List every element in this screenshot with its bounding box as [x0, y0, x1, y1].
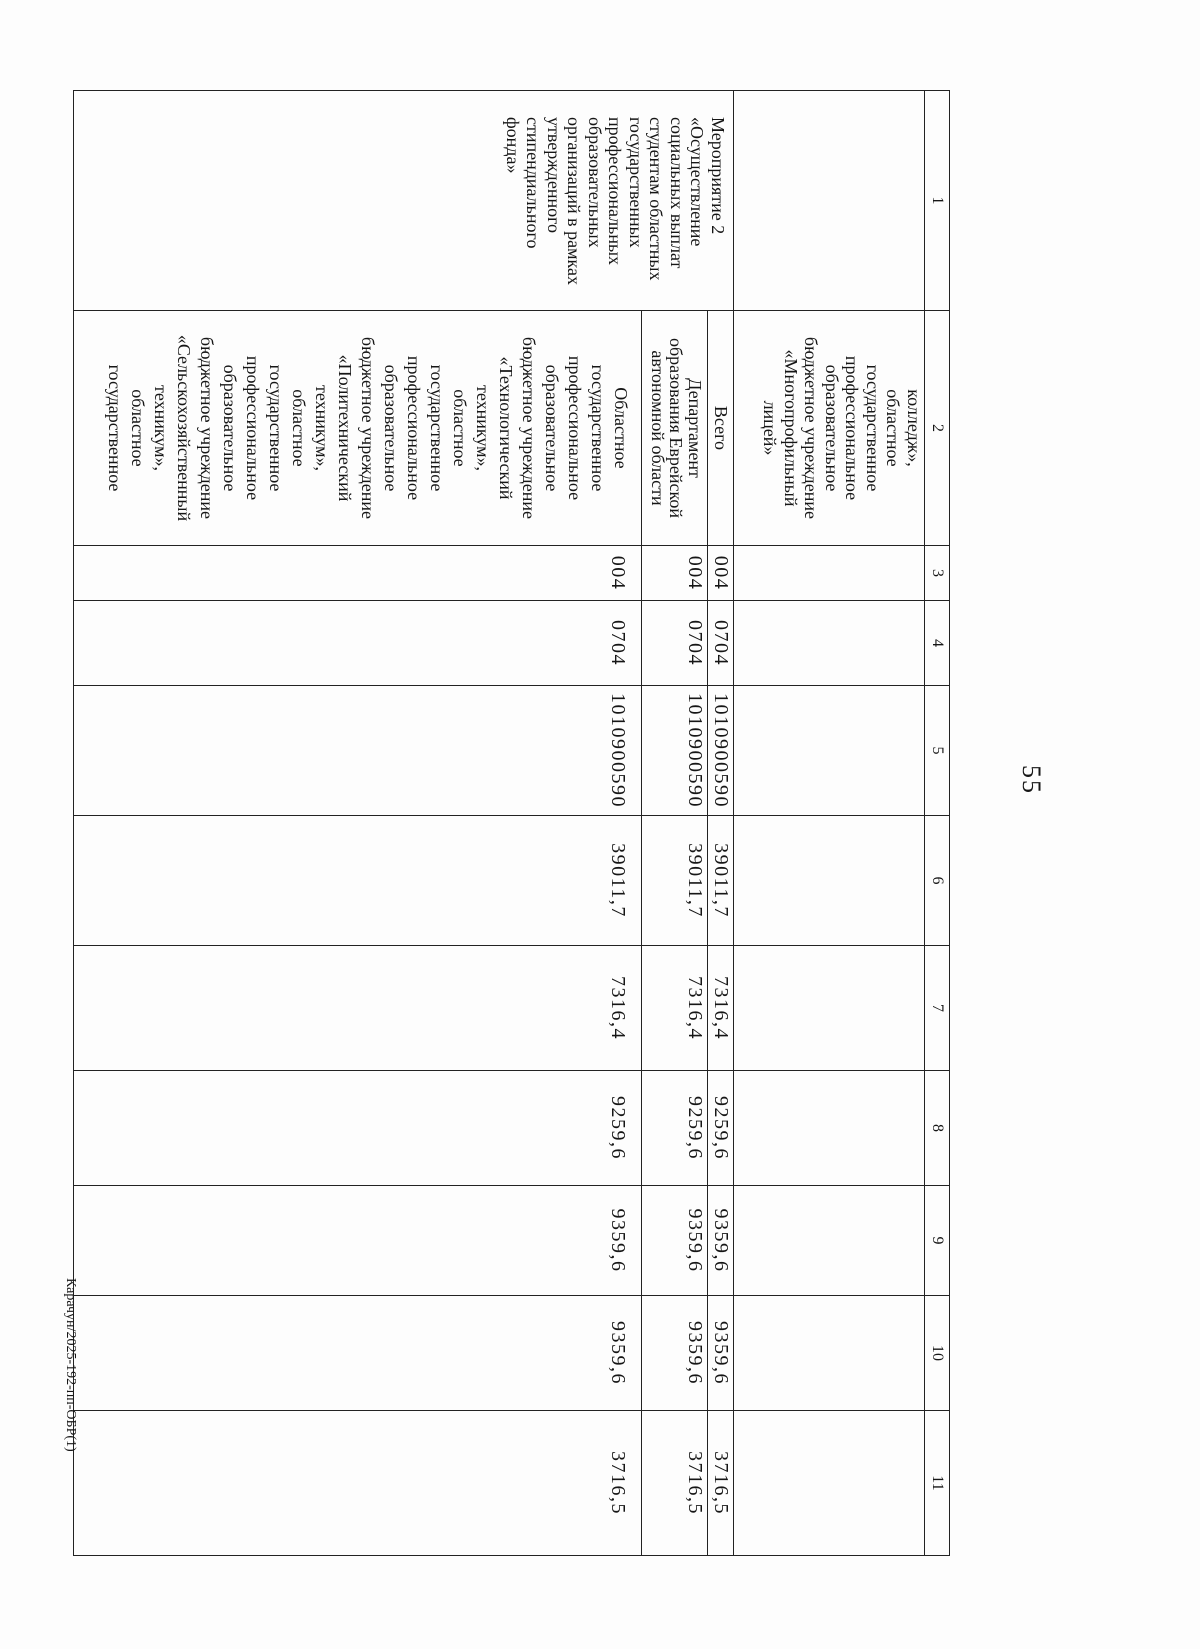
amount-col-8: 9259,6	[708, 1071, 734, 1186]
executor-line: «Многопрофильный	[781, 349, 801, 507]
executor-line: государственное	[427, 364, 447, 492]
empty-cell	[734, 546, 925, 601]
measure-name-cell-empty	[734, 91, 925, 311]
amount-col-7: 7316,4	[708, 946, 734, 1071]
executor-line: государственное	[588, 364, 608, 492]
column-number-1: 1	[925, 91, 950, 311]
measure-name-line: студентам областных	[646, 117, 667, 281]
amount-col-8: 9259,6	[642, 1071, 708, 1186]
executor-line: профессиональное	[404, 355, 424, 501]
empty-cell	[734, 816, 925, 946]
measure-name-line: стипендиального	[523, 117, 544, 249]
executor-cell	[734, 311, 925, 546]
executor-line: колледж»,	[904, 389, 924, 467]
measure-name-line: утвержденного	[544, 117, 564, 234]
executor-line: техникум»,	[151, 384, 171, 472]
target-article-code: 1010900590	[74, 686, 642, 816]
page-number: 55	[1017, 765, 1046, 795]
executor-line: техникум»,	[473, 384, 493, 472]
executor-line: бюджетное учреждение	[519, 336, 539, 520]
empty-cell	[734, 1296, 925, 1411]
target-article-code: 1010900590	[708, 686, 734, 816]
column-number-2: 2	[925, 311, 950, 546]
amount-col-8: 9259,6	[74, 1071, 642, 1186]
budget-table	[73, 90, 950, 1556]
amount-col-6: 39011,7	[708, 816, 734, 946]
document-footer-code: Карачун/2025-192-пп-ОБР(1)	[63, 1278, 78, 1452]
amount-col-9: 9359,6	[642, 1186, 708, 1296]
executor-line: образовательное	[381, 364, 401, 492]
measure-name-line: фонда»	[503, 117, 523, 174]
measure-name-line: социальных выплат	[667, 117, 687, 269]
column-number-6: 6	[925, 816, 950, 946]
measure-name-line: профессиональных	[605, 117, 626, 266]
executor-cell	[642, 311, 708, 546]
executor-line: государственное	[863, 364, 883, 492]
executor-line: Всего	[711, 405, 731, 451]
measure-name-line: образовательных	[585, 117, 605, 248]
executor-line: образовательное	[220, 364, 240, 492]
column-number-3: 3	[925, 546, 950, 601]
executor-line: бюджетное учреждение	[197, 336, 217, 520]
amount-col-11: 3716,5	[708, 1411, 734, 1556]
executor-line: профессиональное	[243, 355, 263, 501]
executor-line: государственное	[105, 364, 125, 492]
target-article-code: 1010900590	[642, 686, 708, 816]
table-row-continuation	[734, 91, 925, 1556]
measure-name-line: Мероприятие 2	[708, 117, 728, 235]
grbs-code: 004	[708, 546, 734, 601]
executor-line: бюджетное учреждение	[358, 336, 378, 520]
amount-col-9: 9359,6	[74, 1186, 642, 1296]
executor-line: «Сельскохозяйственный	[174, 334, 194, 522]
column-number-4: 4	[925, 601, 950, 686]
amount-col-10: 9359,6	[708, 1296, 734, 1411]
executor-line: автономной области	[648, 350, 668, 506]
amount-col-6: 39011,7	[74, 816, 642, 946]
amount-col-10: 9359,6	[642, 1296, 708, 1411]
amount-col-11: 3716,5	[74, 1411, 642, 1556]
amount-col-9: 9359,6	[708, 1186, 734, 1296]
measure-name-line: «Осуществление	[687, 117, 708, 247]
column-number-5: 5	[925, 686, 950, 816]
column-number-11: 11	[925, 1411, 950, 1556]
executor-line: областное	[289, 389, 309, 467]
amount-col-7: 7316,4	[74, 946, 642, 1071]
section-code: 0704	[708, 601, 734, 686]
table-row-department	[642, 91, 708, 1556]
amount-col-6: 39011,7	[642, 816, 708, 946]
table-row-total	[708, 91, 734, 1556]
executor-line: Департамент	[685, 378, 705, 478]
executor-cell	[708, 311, 734, 546]
empty-cell	[734, 686, 925, 816]
empty-cell	[734, 946, 925, 1071]
table-row-institutions	[74, 91, 642, 1556]
executor-line: профессиональное	[842, 355, 863, 501]
empty-cell	[734, 1071, 925, 1186]
column-number-8: 8	[925, 1071, 950, 1186]
executor-line: Областное	[611, 387, 631, 469]
executor-line: техникум»,	[312, 384, 332, 472]
amount-col-11: 3716,5	[642, 1411, 708, 1556]
executor-line: бюджетное учреждение	[801, 336, 822, 520]
executor-line: профессиональное	[565, 355, 585, 501]
section-code: 0704	[74, 601, 642, 686]
executor-line: образовательное	[542, 364, 562, 492]
column-number-9: 9	[925, 1186, 950, 1296]
executor-line: областное	[128, 389, 148, 467]
grbs-code: 004	[642, 546, 708, 601]
grbs-code: 004	[74, 546, 642, 601]
amount-col-10: 9359,6	[74, 1296, 642, 1411]
column-number-10: 10	[925, 1296, 950, 1411]
executor-line: государственное	[266, 364, 286, 492]
executor-line: областное	[883, 389, 904, 467]
measure-name-cell	[74, 91, 734, 311]
section-code: 0704	[642, 601, 708, 686]
executor-line: лицей»	[760, 400, 781, 456]
measure-name-line: организаций в рамках	[564, 117, 585, 285]
executor-line: областное	[450, 389, 470, 467]
column-number-7: 7	[925, 946, 950, 1071]
executor-line: «Технологический	[496, 356, 516, 500]
executor-line: образования Еврейской	[666, 337, 687, 519]
amount-col-7: 7316,4	[642, 946, 708, 1071]
executor-line: «Политехнический	[335, 354, 355, 502]
executor-cell	[74, 311, 642, 546]
measure-name-line: государственных	[626, 117, 646, 248]
empty-cell	[734, 1186, 925, 1296]
empty-cell	[734, 601, 925, 686]
column-number-row	[925, 91, 950, 1556]
empty-cell	[734, 1411, 925, 1556]
executor-line: образовательное	[822, 364, 842, 492]
